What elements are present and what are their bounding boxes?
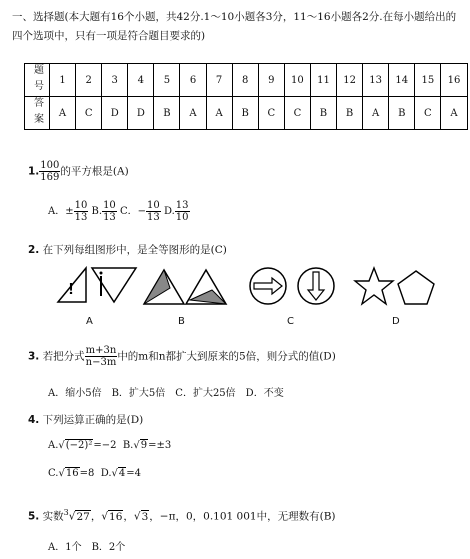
- row-header-answer: 答案: [25, 97, 50, 130]
- question-1: [28, 160, 129, 183]
- question-4: [28, 412, 143, 427]
- question-number: 3.: [28, 350, 40, 363]
- table-cell: 13: [363, 64, 389, 97]
- table-cell: 7: [206, 64, 232, 97]
- question-5-options: A．1个 B．2个: [48, 542, 126, 553]
- figure-b: [144, 270, 226, 304]
- figure-group: [40, 264, 450, 334]
- sqrt-icon: √: [111, 468, 118, 479]
- table-cell: 11: [310, 64, 336, 97]
- figure-label-b: B: [178, 316, 185, 327]
- question-3: 3. 若把分式 $\frac{m+3n}{n-3m}$ 中的m和n都扩大到原来的5倍，则分式的值(D): [28, 345, 336, 368]
- table-cell: B: [389, 97, 415, 130]
- figure-d: [355, 268, 434, 304]
- table-row: [25, 64, 468, 97]
- section-intro: 一、选择题(本大题有16个小题，共42分.1～10小题各3分，11～16小题各2分.在每小题给出的四个选项中，只有一项是符合题目要求的): [12, 11, 457, 42]
- table-cell: A: [180, 97, 206, 130]
- table-cell: 3: [102, 64, 128, 97]
- sqrt-icon: √: [58, 468, 65, 479]
- row-header-number: 题号: [25, 64, 50, 97]
- table-cell: D: [128, 97, 154, 130]
- table-cell: 10: [284, 64, 310, 97]
- svg-text:!: !: [68, 281, 74, 298]
- answer-table: [24, 63, 468, 130]
- question-text: 下列运算正确的是(D): [42, 414, 144, 426]
- fraction: $\frac{100}{169}$: [40, 160, 60, 183]
- question-4-options-row1: A.√(−2)²=−2 B.√9=±3: [48, 440, 172, 451]
- table-cell: 4: [128, 64, 154, 97]
- fraction: $\frac{m+3n}{n-3m}$: [85, 345, 117, 368]
- question-3-options: A．缩小5倍 B．扩大5倍 C．扩大25倍 D．不变: [48, 388, 284, 399]
- table-cell: 8: [232, 64, 258, 97]
- table-cell: C: [76, 97, 102, 130]
- question-number: 2.: [28, 244, 40, 256]
- table-cell: B: [154, 97, 180, 130]
- table-cell: C: [415, 97, 441, 130]
- question-text: 在下列每组图形中，是全等图形的是(C): [42, 244, 227, 256]
- table-cell: B: [310, 97, 336, 130]
- table-cell: 14: [389, 64, 415, 97]
- cube-root-index: 3: [63, 508, 69, 517]
- table-cell: 5: [154, 64, 180, 97]
- sqrt-icon: √: [133, 510, 141, 523]
- table-cell: 9: [258, 64, 284, 97]
- sqrt-icon: √: [101, 510, 109, 523]
- table-cell: C: [258, 97, 284, 130]
- question-2: [28, 242, 227, 257]
- figure-label-d: D: [392, 316, 400, 327]
- table-cell: 6: [180, 64, 206, 97]
- table-row: [25, 97, 468, 130]
- question-number: 4.: [28, 414, 40, 426]
- table-cell: A: [363, 97, 389, 130]
- question-4-options-row2: C.√16=8 D.√4=4: [48, 468, 142, 479]
- question-1-options: A．± $\frac{10}{13}$ B. $\frac{10}{13}$ C．− $\frac{10}{13}$ D. $\frac{13}{10}$: [48, 200, 189, 223]
- sqrt-icon: √: [68, 510, 76, 523]
- table-cell: B: [232, 97, 258, 130]
- table-cell: 16: [441, 64, 467, 97]
- table-cell: 12: [337, 64, 363, 97]
- question-5: 5. 实数$^3$√27，√16，√3，−π，0，0.101 001中，无理数有(B): [28, 508, 336, 523]
- table-cell: 2: [76, 64, 102, 97]
- figure-label-a: A: [86, 316, 93, 327]
- table-cell: 1: [50, 64, 76, 97]
- table-cell: 15: [415, 64, 441, 97]
- sqrt-icon: √: [133, 440, 140, 451]
- figure-label-c: C: [287, 316, 294, 327]
- table-cell: B: [337, 97, 363, 130]
- figure-a: [58, 268, 136, 302]
- figure-c: [250, 268, 334, 304]
- question-number: 1.: [28, 165, 40, 178]
- table-cell: A: [206, 97, 232, 130]
- table-cell: A: [441, 97, 467, 130]
- sqrt-icon: √: [58, 440, 65, 451]
- question-number: 5.: [28, 510, 40, 523]
- table-cell: C: [284, 97, 310, 130]
- table-cell: A: [50, 97, 76, 130]
- question-text: 的平方根是(A): [60, 165, 129, 178]
- table-cell: D: [102, 97, 128, 130]
